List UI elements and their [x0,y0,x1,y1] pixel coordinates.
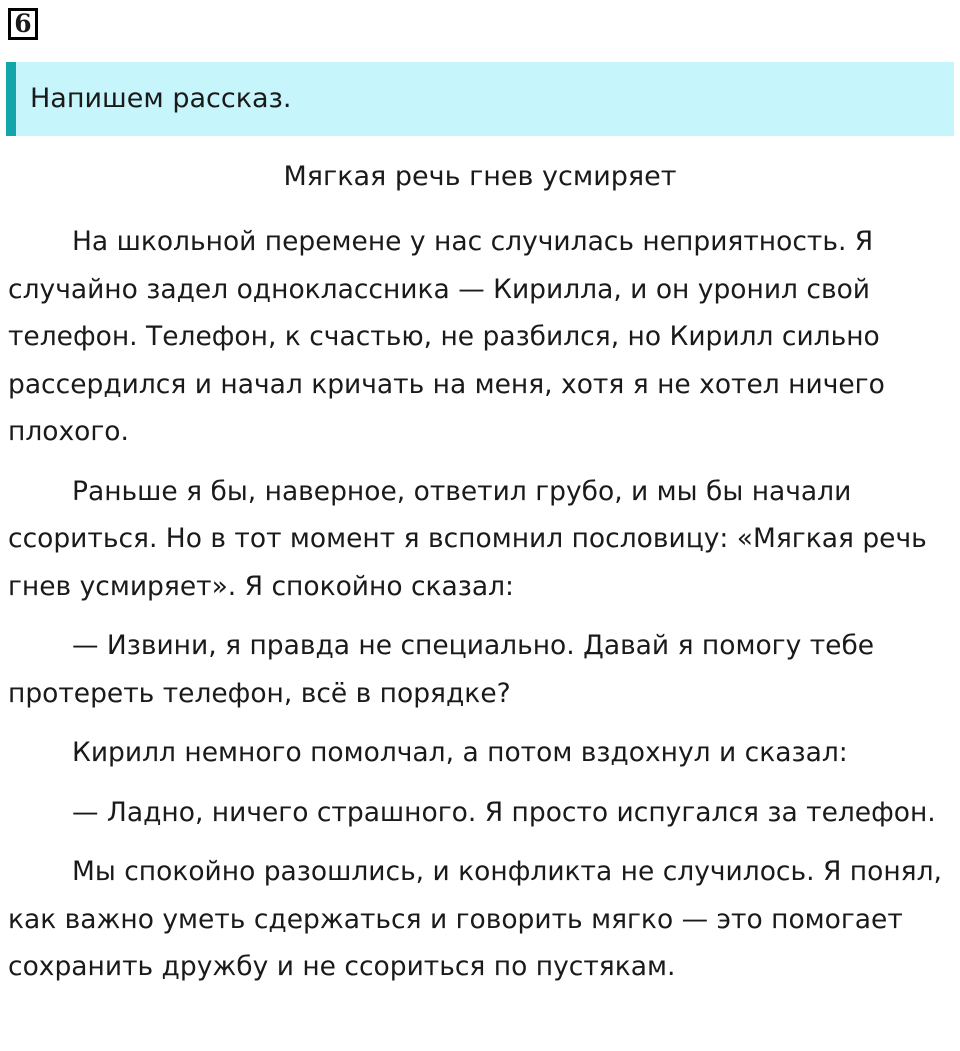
story-paragraph: Кирилл немного помолчал, а потом вздохнул и сказал: [72,737,848,768]
story-title: Мягкая речь гнев усмиряет [283,161,677,192]
story-paragraph: Мы спокойно разошлись, и конфликта не случилось. Я понял, как важно уметь сдержаться и говорить мягко — это помогает сохранить дружбу и не ссориться по пустякам. [8,856,942,982]
story-dialogue-line: — Извини, я правда не специально. Давай я помогу тебе протереть телефон, всё в порядке? [8,630,875,709]
story-paragraph: На школьной перемене у нас случилась неприятность. Я случайно задел одноклассника — Кирилла, и он уронил свой телефон. Телефон, к счастью, не разбился, но Кирилл сильно рассердился и начал кричать на меня, хотя я не хотел ничего плохого. [8,226,885,447]
instruction-banner [6,62,954,136]
story-paragraph: Раньше я бы, наверное, ответил грубо, и мы бы начали ссориться. Но в тот момент я вспомнил пословицу: «Мягкая речь гнев усмиряет». Я спокойно сказал: [8,475,927,602]
story-dialogue-line: — Ладно, ничего страшного. Я просто испугался за телефон. [72,796,936,828]
task-number-badge: 6 [8,8,38,40]
instruction-text: Напишем рассказ. [30,83,292,114]
story-body [8,218,948,1003]
